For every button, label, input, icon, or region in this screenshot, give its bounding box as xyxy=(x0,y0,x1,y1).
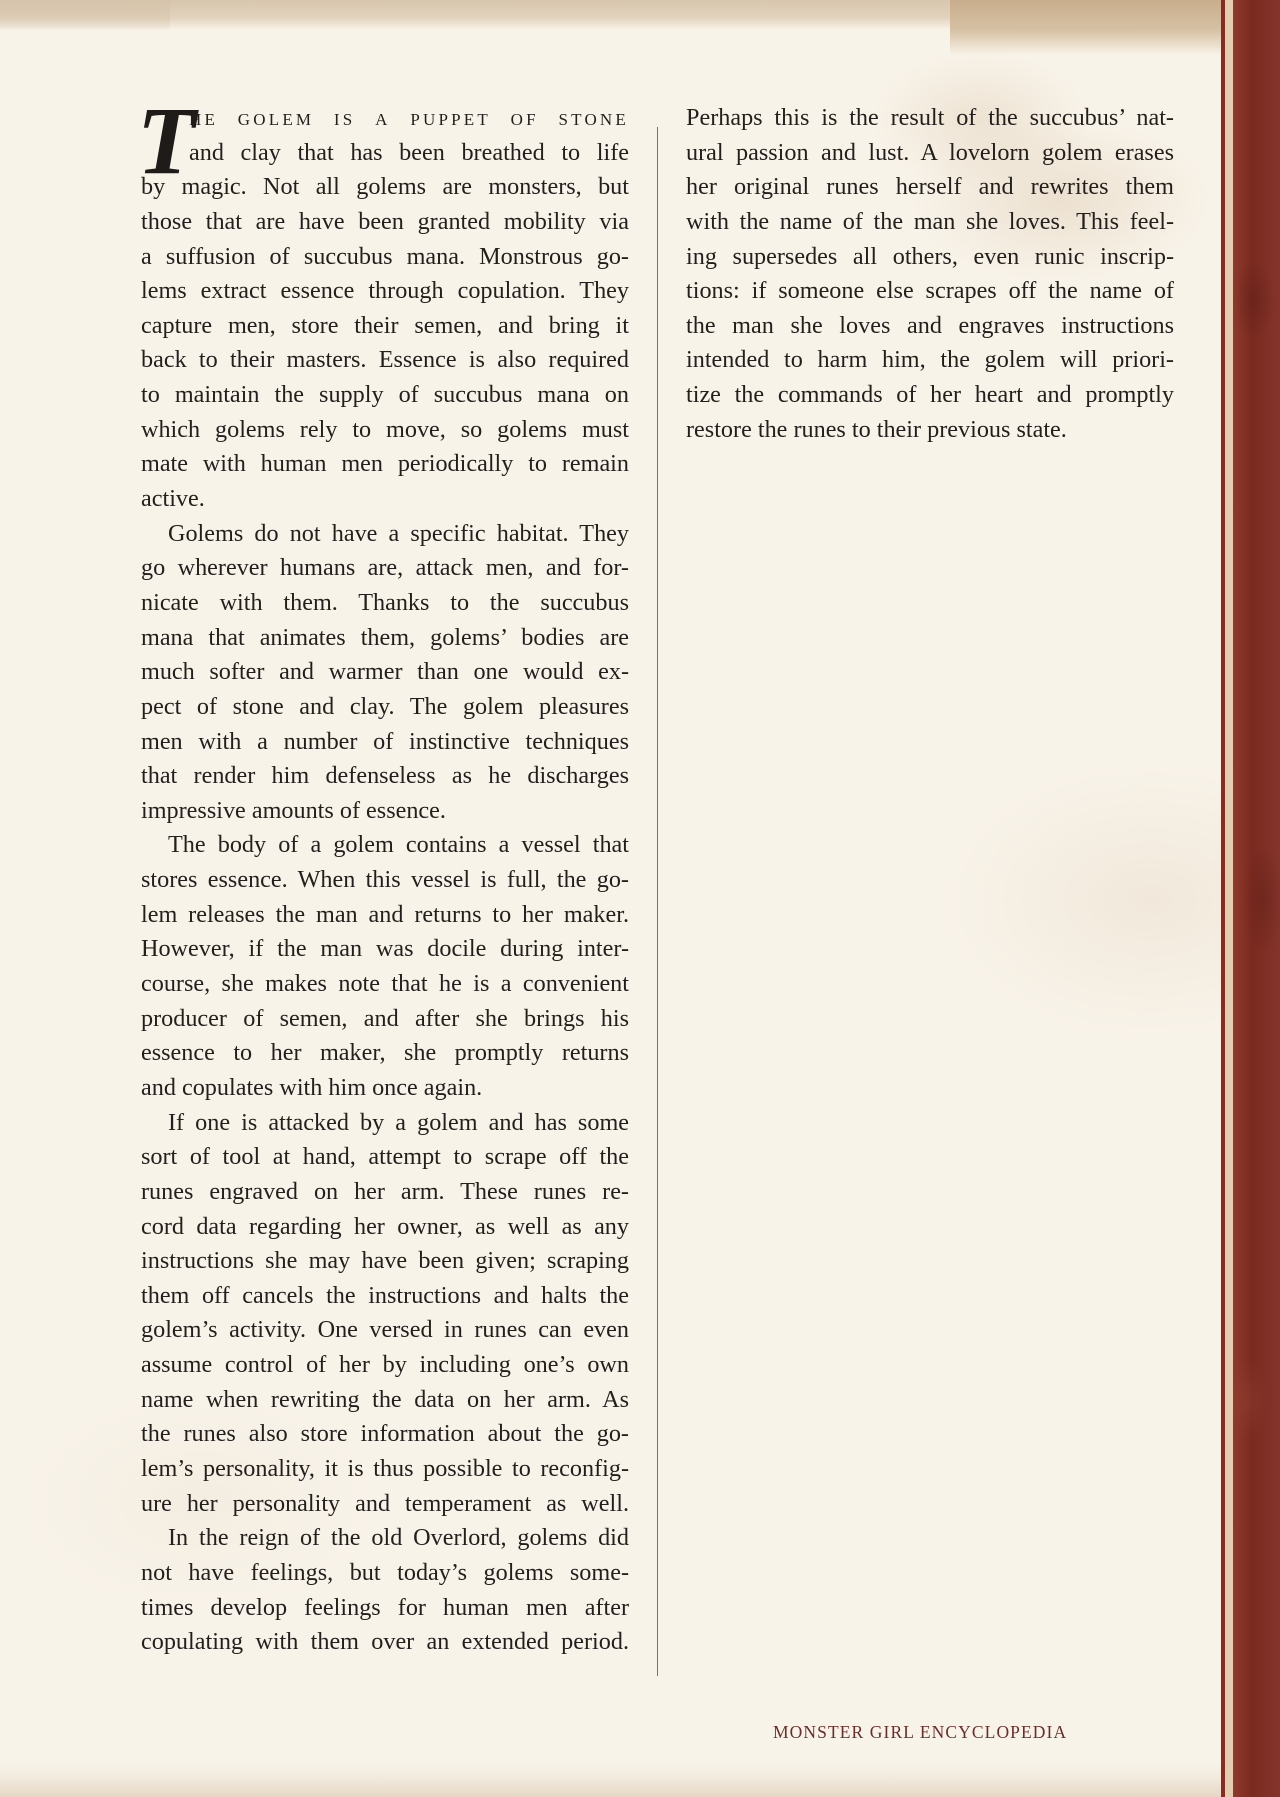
text-line: copulating with them over an extended period. xyxy=(141,1628,629,1656)
text-line: golem’s activity. One versed in runes can even xyxy=(141,1316,629,1344)
text-line: assume control of her by including one’s own xyxy=(141,1351,629,1379)
text-line: the runes also store information about the go- xyxy=(141,1420,629,1448)
text-line: lems extract essence through copulation. They xyxy=(141,277,629,305)
text-line: However, if the man was docile during inter- xyxy=(141,935,629,963)
text-line: her original runes herself and rewrites them xyxy=(686,173,1174,201)
text-line: sort of tool at hand, attempt to scrape off the xyxy=(141,1143,629,1171)
text-line: course, she makes note that he is a convenient xyxy=(141,970,629,998)
text-line: runes engraved on her arm. These runes re- xyxy=(141,1177,629,1205)
text-line: go wherever humans are, attack men, and for- xyxy=(141,554,629,582)
text-line: cord data regarding her owner, as well as any xyxy=(141,1212,629,1240)
border-gap xyxy=(1225,0,1233,1797)
text-line: restore the runes to their previous state. xyxy=(686,415,1067,443)
text-line: impressive amounts of essence. xyxy=(141,796,446,824)
right-column-lines xyxy=(686,101,1174,447)
text-line: by magic. Not all golems are monsters, but xyxy=(141,173,629,201)
left-column-lines xyxy=(141,136,629,1660)
text-line: those that are have been granted mobility via xyxy=(141,207,629,235)
text-line: tions: if someone else scrapes off the name of xyxy=(686,277,1174,305)
text-line: If one is attacked by a golem and has some xyxy=(168,1108,629,1136)
text-line: stores essence. When this vessel is full, the go- xyxy=(141,866,629,894)
text-line: with the name of the man she loves. This feel- xyxy=(686,207,1174,235)
text-line: In the reign of the old Overlord, golems did xyxy=(168,1524,629,1552)
text-line: and copulates with him once again. xyxy=(141,1073,483,1101)
text-line: mate with human men periodically to remain xyxy=(141,450,629,478)
text-line: ural passion and lust. A lovelorn golem erases xyxy=(686,138,1174,166)
text-line: to maintain the supply of succubus mana on xyxy=(141,381,629,409)
text-line: The body of a golem contains a vessel that xyxy=(168,831,629,859)
text-line: lem releases the man and returns to her maker. xyxy=(141,900,629,928)
top-left-stain xyxy=(0,0,170,32)
text-line: a suffusion of succubus mana. Monstrous go- xyxy=(141,242,629,270)
text-line: nicate with them. Thanks to the succubus xyxy=(141,588,629,616)
drop-cap: T xyxy=(137,87,196,194)
text-line: tize the commands of her heart and promptly xyxy=(686,381,1174,409)
text-line: not have feelings, but today’s golems some- xyxy=(141,1558,629,1586)
text-line: mana that animates them, golems’ bodies are xyxy=(141,623,629,651)
right-column xyxy=(686,101,1174,447)
left-column xyxy=(137,87,629,1660)
border-band xyxy=(1233,0,1280,1797)
text-line: Perhaps this is the result of the succubus’ nat- xyxy=(686,104,1174,131)
opening-smallcaps-line: he golem is a puppet of stone xyxy=(189,104,629,131)
text-line: much softer and warmer than one would ex- xyxy=(141,658,629,686)
text-line: back to their masters. Essence is also required xyxy=(141,346,629,374)
text-line: essence to her maker, she promptly returns xyxy=(141,1039,629,1067)
text-line: that render him defenseless as he discharges xyxy=(141,762,629,790)
text-line: times develop feelings for human men after xyxy=(141,1593,629,1621)
text-line: men with a number of instinctive techniques xyxy=(141,727,629,755)
text-line: and clay that has been breathed to life xyxy=(189,138,629,166)
text-line: intended to harm him, the golem will priori- xyxy=(686,346,1174,374)
text-line: active. xyxy=(141,485,205,513)
text-line: producer of semen, and after she brings his xyxy=(141,1004,629,1032)
text-line: Golems do not have a specific habitat. They xyxy=(168,519,629,547)
text-line: capture men, store their semen, and bring it xyxy=(141,311,629,339)
text-line: ing supersedes all others, even runic inscrip- xyxy=(686,242,1174,270)
text-line: pect of stone and clay. The golem pleasures xyxy=(141,692,629,720)
top-right-stain xyxy=(950,0,1222,55)
running-footer: MONSTER GIRL ENCYCLOPEDIA xyxy=(773,1722,1068,1742)
text-line: name when rewriting the data on her arm. As xyxy=(141,1385,629,1413)
text-line: which golems rely to move, so golems must xyxy=(141,415,629,443)
text-line: the man she loves and engraves instructions xyxy=(686,311,1174,339)
text-line: instructions she may have been given; scraping xyxy=(141,1247,629,1275)
column-divider xyxy=(657,127,658,1676)
bottom-edge-stain xyxy=(0,1763,1222,1797)
text-line: lem’s personality, it is thus possible to reconfig- xyxy=(141,1454,629,1482)
text-line: them off cancels the instructions and halts the xyxy=(141,1281,629,1309)
text-line: ure her personality and temperament as well. xyxy=(141,1489,629,1517)
